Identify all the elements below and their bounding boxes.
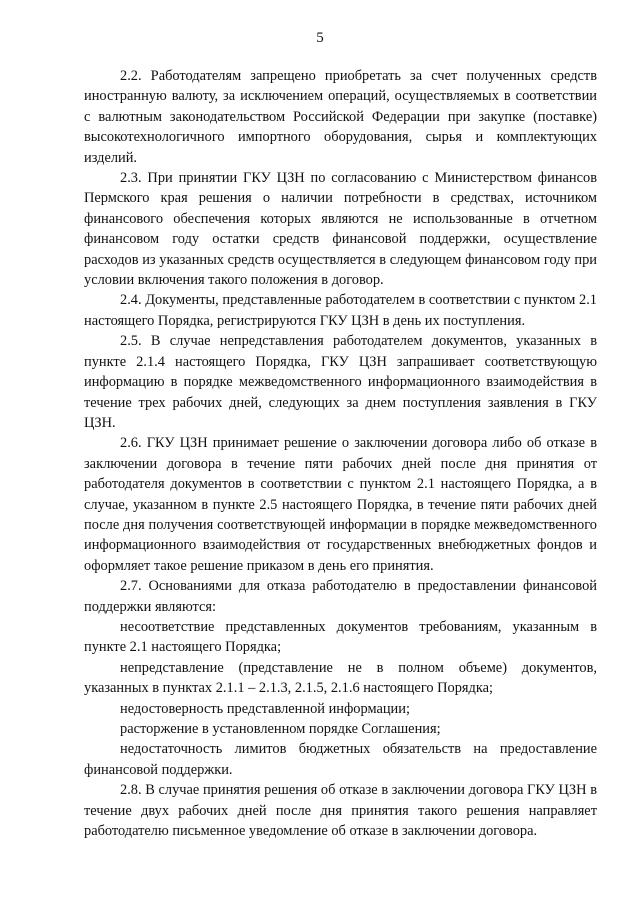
list-item-refusal-ground: расторжение в установленном порядке Соглашения;: [120, 721, 441, 737]
paragraph-2-5: 2.5. В случае непредставления работодателем документов, указанных в пункте 2.1.4 настоящего Порядка, ГКУ ЦЗН запрашивает соответствующую информацию в порядке межведомственного информационного взаимодействия в течение трех рабочих дней, следующих за днем поступления заявления в ГКУ ЦЗН.: [84, 333, 597, 431]
paragraph-2-4: 2.4. Документы, представленные работодателем в соответствии с пунктом 2.1 настоящего Порядка, регистрируются ГКУ ЦЗН в день их поступления.: [84, 292, 597, 329]
list-item-refusal-ground: несоответствие представленных документов требованиям, указанным в пункте 2.1 настоящего Порядка;: [84, 618, 597, 656]
paragraph-2-6: 2.6. ГКУ ЦЗН принимает решение о заключении договора либо об отказе в заключении договора в течение пяти рабочих дней после дня принятия от работодателя документов в соответствии с пунктом 2.1 настоящего Порядка, а в случае, указанном в пункте 2.5 настоящего Порядка, в течение пяти рабочих дней после дня получения соответствующей информации в порядке межведомственного информационного взаимодействия от государственных внебюджетных фондов и оформляет такое решение приказом в день его принятия.: [84, 435, 597, 574]
document-body: [84, 66, 597, 841]
list-item-refusal-ground: непредставление (представление не в полном объеме) документов, указанных в пунктах 2.1.1 – 2.1.3, 2.1.5, 2.1.6 настоящего Порядка;: [84, 659, 597, 697]
paragraph-2-7: 2.7. Основаниями для отказа работодателю в предоставлении финансовой поддержки являются:: [84, 578, 597, 615]
page-number: 5: [316, 30, 324, 46]
paragraph-2-2: 2.2. Работодателям запрещено приобретать за счет полученных средств иностранную валюту, за исключением операций, осуществляемых в соответствии с валютным законодательством Российской Федерации при закупке (поставке) высокотехнологичного импортного оборудования, сырья и комплектующих изделий.: [84, 68, 597, 166]
list-item-refusal-ground: недостаточность лимитов бюджетных обязательств на предоставление финансовой поддержки.: [84, 741, 597, 778]
paragraph-2-3: 2.3. При принятии ГКУ ЦЗН по согласованию с Министерством финансов Пермского края решения о наличии потребности в средствах, источником финансового обеспечения которых являются не использованные в отчетном финансовом году остатки средств финансовой поддержки, осуществление расходов из указанных средств осуществляется в следующем финансовом году при условии включения такого положения в договор.: [84, 170, 597, 289]
paragraph-2-8: 2.8. В случае принятия решения об отказе в заключении договора ГКУ ЦЗН в течение двух рабочих дней после дня принятия такого решения направляет работодателю письменное уведомление об отказе в заключении договора.: [84, 782, 597, 840]
list-item-refusal-ground: недостоверность представленной информации;: [120, 700, 410, 717]
